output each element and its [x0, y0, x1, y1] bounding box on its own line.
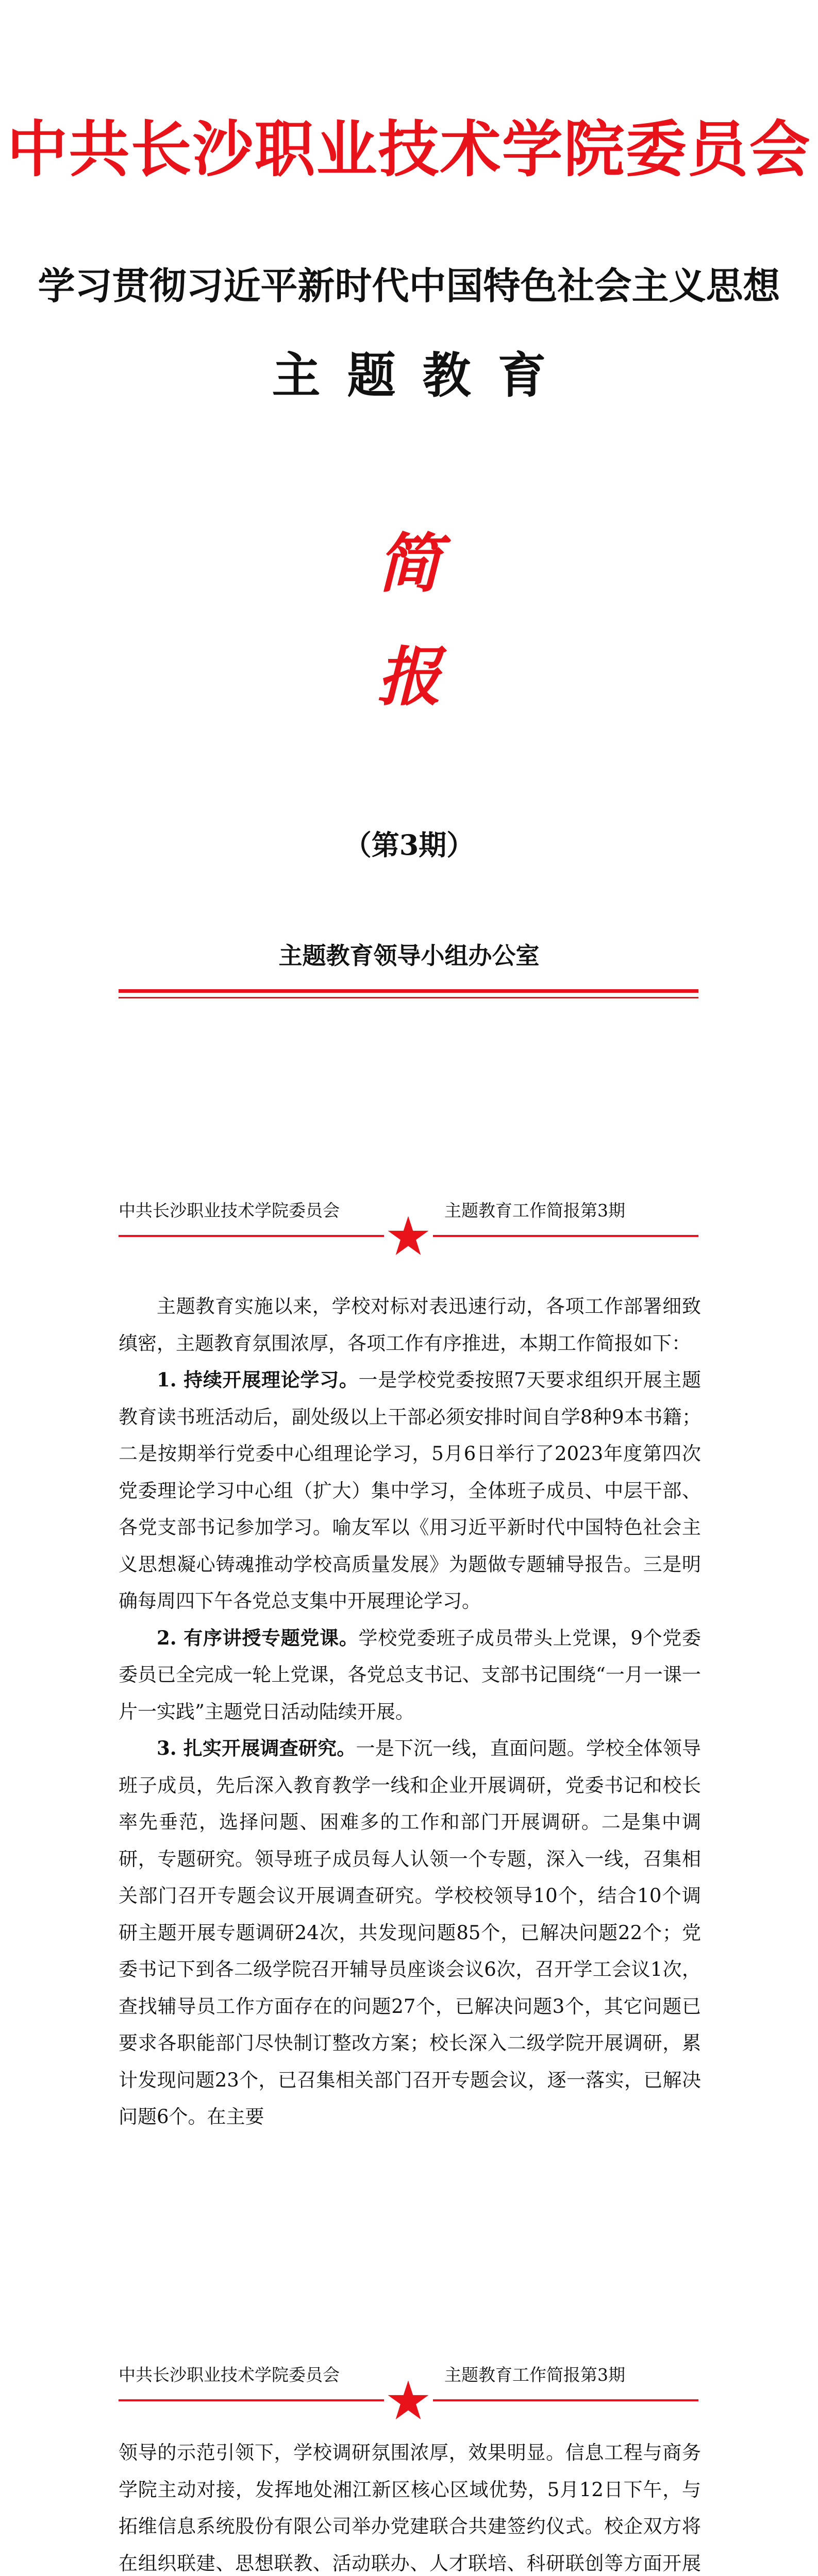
- cover-divider-thick: [119, 989, 698, 993]
- page1-header-rule-left: [119, 1235, 384, 1237]
- item1-paragraph: [119, 1362, 701, 1620]
- page2-header-left: 中共长沙职业技术学院委员会: [119, 2365, 340, 2385]
- item1-heading: 1. 持续开展理论学习。: [157, 1368, 359, 1391]
- page2-header-rule-right: [433, 2399, 698, 2401]
- page2-header-right: 主题教育工作简报第3期: [444, 2365, 625, 2385]
- page1-header-rule-right: [433, 1235, 698, 1237]
- item2-paragraph: [119, 1620, 701, 1731]
- cover-divider-thin: [119, 997, 698, 998]
- item3-paragraph: [119, 1730, 701, 2136]
- issue-number: （第3期）: [343, 828, 475, 861]
- item2-text: 学校党委班子成员带头上党课，9个党委委员已全完成一轮上党课，各党总支书记、支部书记围绕“一月一课一片一实践”主题党日活动陆续开展。: [119, 1626, 701, 1723]
- page2-body: [119, 2434, 701, 2576]
- intro-paragraph: 主题教育实施以来，学校对标对表迅速行动，各项工作部署细致缜密，主题教育氛围浓厚，各项工作有序推进，本期工作简报如下：: [119, 1295, 701, 1354]
- brief-char-bao: 报: [377, 640, 441, 715]
- page1-body: [119, 1288, 701, 2136]
- red-star-icon: [387, 1214, 430, 1258]
- subtitle: 学习贯彻习近平新时代中国特色社会主义思想: [38, 264, 780, 308]
- continued-paragraph: 领导的示范引领下，学校调研氛围浓厚，效果明显。信息工程与商务学院主动对接，发挥地处湘江新区核心区域优势，5月12日下午，与拓维信息系统股份有限公司举办党建联合共建签约仪式。校企双方将在组织联建、思想联教、活动联办、人才联培、科研联创等方面开展: [119, 2442, 701, 2574]
- item1-text: 一是学校党委按照7天要求组织开展主题教育读书班活动后，副处级以上干部必须安排时间自学8种9本书籍；二是按期举行党委中心组理论学习，5月6日举行了2023年度第四次党委理论学习中心组（扩大）集中学习，全体班子成员、中层干部、各党支部书记参加学习。喻友军以《用习近平新时代中国特色社会主义思想凝心铸魂推动学校高质量发展》为题做专题辅导报告。三是明确每周四下午各党总支集中开展理论学习。: [119, 1369, 701, 1612]
- page2-header-rule-left: [119, 2399, 384, 2401]
- red-star-icon: [387, 2379, 430, 2422]
- item3-text: 一是下沉一线，直面问题。学校全体领导班子成员，先后深入教育教学一线和企业开展调研，党委书记和校长率先垂范，选择问题、困难多的工作和部门开展调研。二是集中调研，专题研究。领导班子成员每人认领一个专题，深入一线，召集相关部门召开专题会议开展调查研究。学校校领导10个，结合10个调研主题开展专题调研24次，共发现问题85个，已解决问题22个；党委书记下到各二级学院召开辅导员座谈会议6次，召开学工会议1次，查找辅导员工作方面存在的问题27个，已解决问题3个，其它问题已要求各职能部门尽快制订整改方案；校长深入二级学院开展调研，累计发现问题23个，已召集相关部门召开专题会议，逐一落实，已解决问题6个。在主要: [119, 1737, 701, 2128]
- org-title: 中共长沙职业技术学院委员会: [7, 114, 811, 185]
- item2-heading: 2. 有序讲授专题党课。: [157, 1626, 359, 1649]
- issuer-office: 主题教育领导小组办公室: [278, 942, 540, 970]
- main-title: 主题教育: [272, 348, 573, 404]
- brief-char-jian: 简: [377, 527, 441, 601]
- page1-header-right: 主题教育工作简报第3期: [444, 1200, 625, 1221]
- item3-heading: 3. 扎实开展调查研究。: [157, 1737, 356, 1759]
- page1-header-left: 中共长沙职业技术学院委员会: [119, 1200, 340, 1221]
